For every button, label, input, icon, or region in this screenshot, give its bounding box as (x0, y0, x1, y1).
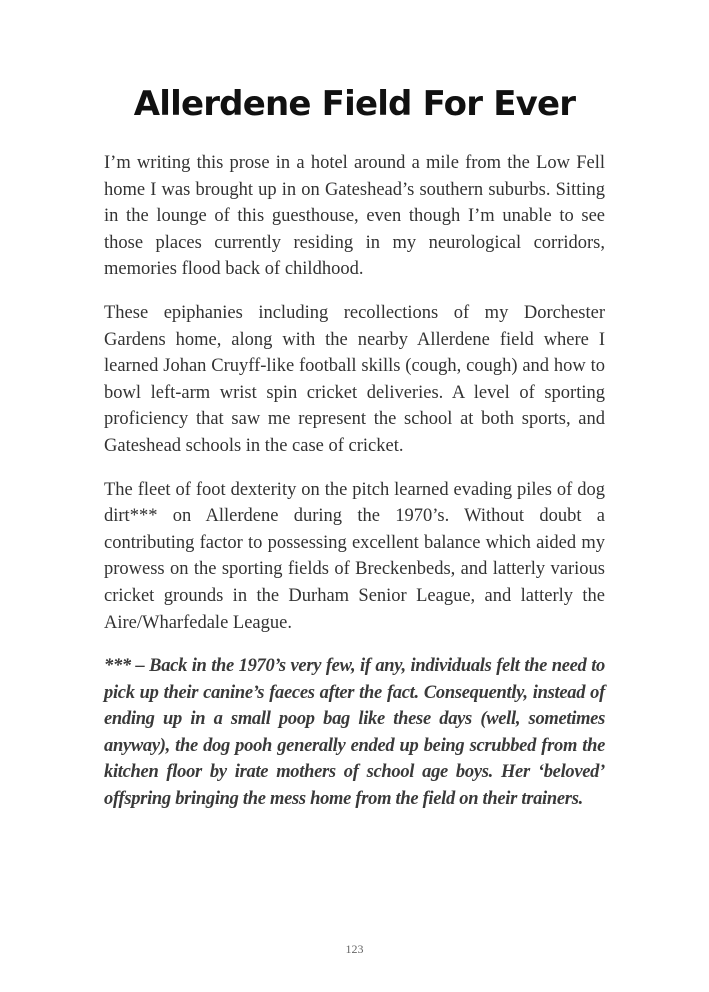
paragraph-1: I’m writing this prose in a hotel around a mile from the Low Fell home I was brought up in on Gateshead’s southern suburbs. Sitting in the lounge of this guesthouse, even though I’m unable to see those places currently residing in my neurological corridors, memories flood back of childhood. (104, 153, 605, 280)
body-text (104, 150, 605, 830)
paragraph-3: The fleet of foot dexterity on the pitch learned evading piles of dog dirt*** on Allerdene during the 1970’s. Without doubt a contributing factor to possessing excellent balance which aided my prowess on the sporting fields of Breckenbeds, and latterly various cricket grounds in the Durham Senior League, and latterly the Aire/Wharfedale League. (104, 479, 605, 633)
page-number: 123 (345, 942, 364, 956)
page-title: Allerdene Field For Ever (133, 84, 576, 124)
footnote: *** – Back in the 1970’s very few, if any, individuals felt the need to pick up their canine’s faeces after the fact. Consequently, instead of ending up in a small poop bag like these days (well, sometimes anyway), the dog pooh generally ended up being scrubbed from the kitchen floor by irate mothers of school age boys. Her ‘beloved’ offspring bringing the mess home from the field on their trainers. (104, 656, 605, 810)
paragraph-2: These epiphanies including recollections of my Dorchester Gardens home, along with the nearby Allerdene field where I learned Johan Cruyff-like football skills (cough, cough) and how to bowl left-arm wrist spin cricket deliveries. A level of sporting proficiency that saw me represent the school at both sports, and Gateshead schools in the case of cricket. (104, 302, 605, 456)
